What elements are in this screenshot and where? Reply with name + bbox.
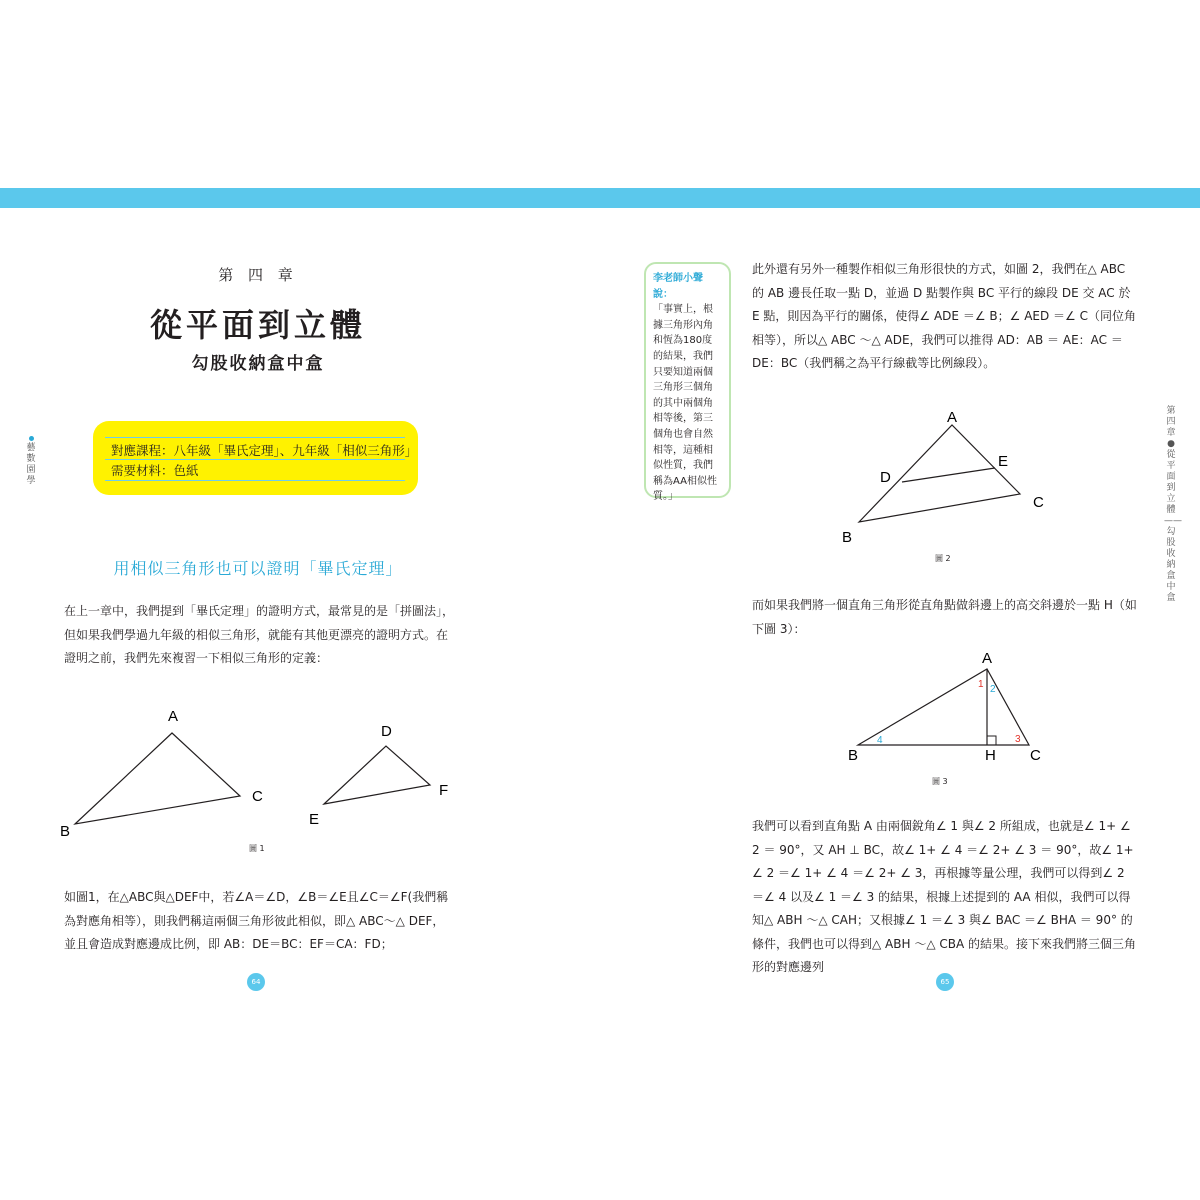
chapter-number: 第 四 章 — [218, 266, 298, 284]
vertex-label-b: B — [842, 529, 853, 546]
top-accent-bar — [0, 188, 1200, 208]
vertex-label-e: E — [309, 811, 320, 828]
angle-label-1: 1 — [978, 679, 984, 690]
figure-1-caption: 圖 1 — [249, 844, 265, 853]
paragraph-parallel: 此外還有另外一種製作相似三角形很快的方式，如圖 2，我們在△ ABC 的 AB 邊長任取一點 D，並過 D 點製作與 BC 平行的線段 DE 交 AC 於 E 點，則因為平行的關係，使得∠ ADE ＝∠ B；∠ AED ＝∠ C（同位角相等），所以△ ABC ～△ ADE，我們可以推得 AD：AB ＝ AE：AC ＝ DE：BC（我們稱之為平行線截等比例線段）。 — [752, 262, 1136, 370]
chapter-subtitle: 勾股收納盒中盒 — [191, 354, 325, 374]
note-title: 李老師小聲說： — [653, 273, 703, 300]
triangle-def — [324, 746, 430, 804]
figure-1 — [50, 700, 470, 860]
segment-de — [902, 468, 995, 482]
paragraph-intro: 在上一章中，我們提到「畢氏定理」的證明方式，最常見的是「拼圖法」，但如果我們學過九年級的相似三角形，就能有其他更漂亮的證明方式。在證明之前，我們先來複習一下相似三角形的定義： — [64, 604, 455, 665]
vertex-label-f: F — [439, 782, 449, 799]
vertex-label-e: E — [998, 453, 1009, 470]
curriculum-rule — [105, 437, 405, 438]
curriculum-text: 對應課程：八年級「畢氏定理」、九年級「相似三角形」 — [111, 443, 418, 458]
triangle-abc — [75, 733, 240, 824]
vertex-label-h: H — [985, 747, 996, 764]
paragraph-similarity: 如圖1，在△ABC與△DEF中，若∠A＝∠D，∠B＝∠E且∠C＝∠F(我們稱為對應角相等），則我們稱這兩個三角形彼此相似，即△ ABC～△ DEF，並且會造成對應邊成比例，即 AB：DE＝BC：EF＝CA：FD； — [64, 890, 449, 951]
side-dot-icon — [29, 436, 34, 441]
figure-3-caption: 圖 3 — [932, 777, 948, 786]
figure-3 — [840, 645, 1060, 770]
curriculum-rule — [105, 459, 405, 460]
right-angle-mark — [987, 736, 996, 745]
figure-2 — [830, 400, 1060, 550]
triangle-abc — [858, 669, 1029, 745]
curriculum-rule — [105, 480, 405, 481]
vertex-label-d: D — [880, 469, 891, 486]
chapter-title: 從平面到立體 — [149, 306, 366, 344]
left-side-label — [24, 436, 38, 487]
angle-label-2: 2 — [990, 684, 996, 695]
left-side-label-text: 藝數園學 — [26, 443, 36, 486]
angle-label-3: 3 — [1015, 734, 1021, 745]
vertex-label-a: A — [168, 708, 179, 725]
curriculum-box — [93, 421, 418, 495]
section-heading: 用相似三角形也可以證明「畢氏定理」 — [113, 559, 403, 578]
vertex-label-b: B — [848, 747, 859, 764]
vertex-label-a: A — [982, 650, 993, 667]
vertex-label-d: D — [381, 723, 392, 740]
vertex-label-a: A — [947, 409, 958, 426]
figure-2-caption: 圖 2 — [935, 554, 951, 563]
paragraph-right-triangle: 而如果我們將一個直角三角形從直角點做斜邊上的高交斜邊於一點 H（如下圖 3）： — [752, 598, 1137, 636]
page-number-right: 65 — [936, 973, 954, 991]
vertex-label-c: C — [1033, 494, 1044, 511]
teacher-note — [644, 262, 731, 503]
materials-text: 需要材料：色紙 — [111, 463, 199, 478]
vertex-label-b: B — [60, 823, 71, 840]
note-body: 「事實上，根據三角形內角和恆為180度的結果，我們只要知道兩個三角形三個角的其中兩個角相等後，第三個角也會自然相等，這種相似性質，我們稱為AA相似性質。」 — [653, 304, 717, 503]
vertex-label-c: C — [252, 788, 263, 805]
angle-label-4: 4 — [877, 735, 883, 746]
vertex-label-c: C — [1030, 747, 1041, 764]
right-side-label: 第四章 ● 從平面到立體——勾股收納盒中盒 — [1164, 406, 1182, 603]
page-number-left: 64 — [247, 973, 265, 991]
paragraph-proof: 我們可以看到直角點 A 由兩個銳角∠ 1 與∠ 2 所組成，也就是∠ 1+ ∠ 2 ＝ 90°，又 AH ⊥ BC，故∠ 1+ ∠ 4 ＝∠ 2+ ∠ 3 ＝ 90°，故∠ 1+ ∠ 2 ＝∠ 1+ ∠ 4 ＝∠ 2+ ∠ 3，再根據等量公理，我們可以得到∠ 2 ＝∠ 4 以及∠ 1 ＝∠ 3 的結果，根據上述提到的 AA 相似，我們可以得知△ ABH ～△ CAH；又根據∠ 1 ＝∠ 3 與∠ BAC ＝∠ BHA ＝ 90° 的條件，我們也可以得到△ ABH ～△ CBA 的結果。接下來我們將三個三角形的對應邊列 — [752, 819, 1137, 974]
